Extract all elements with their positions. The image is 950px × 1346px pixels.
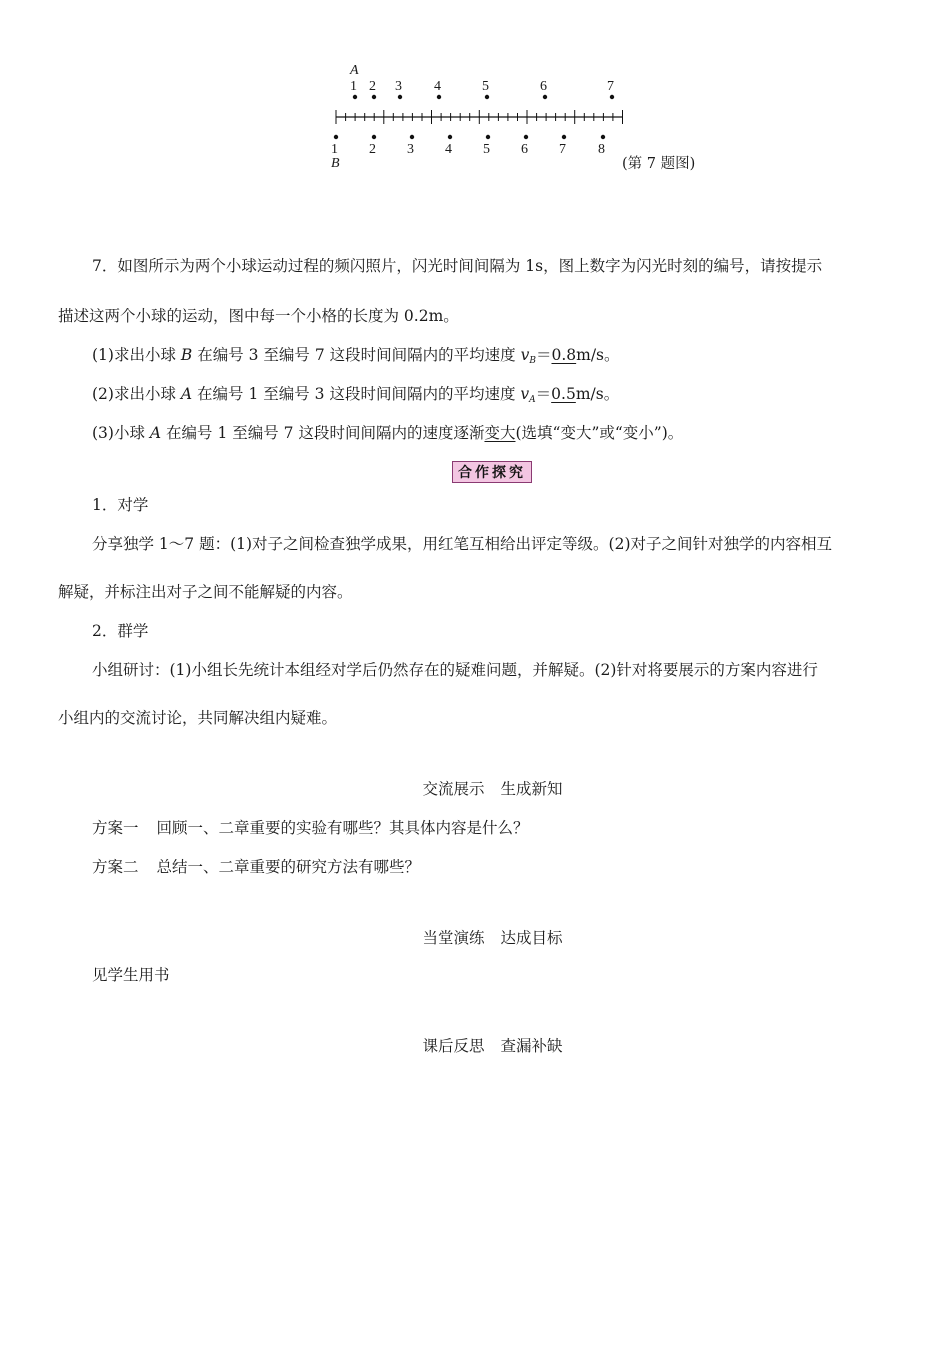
q7-part1-unit: m/s。	[576, 346, 620, 364]
ball-b-label: B	[331, 156, 340, 171]
ball-a-dot-4	[437, 95, 441, 99]
practice-title-a: 当堂演练	[422, 929, 485, 947]
exchange-title-a: 交流展示	[422, 780, 485, 798]
ball-b-number-2: 2	[369, 142, 376, 157]
ball-a-dot-6	[543, 95, 547, 99]
practice-text: 见学生用书	[92, 966, 170, 984]
exchange-title-b: 生成新知	[500, 780, 563, 798]
q7-part2-sub: A	[529, 395, 536, 405]
q7-intro-line1: 7．如图所示为两个小球运动过程的频闪照片，闪光时间间隔为 1s，图上数字为闪光时刻的编号，请按提示	[92, 257, 823, 275]
ball-b-number-7: 7	[559, 142, 566, 157]
motion-figure	[0, 0, 950, 200]
ball-a-label: A	[350, 63, 359, 78]
ball-b-dot-4	[448, 135, 452, 139]
ball-b-dot-5	[486, 135, 490, 139]
q7-part1-text: 在编号 3 至编号 7 这段时间间隔内的平均速度	[192, 346, 521, 364]
practice-title	[0, 926, 950, 948]
ball-b-dots	[334, 135, 605, 139]
ball-a-dot-7	[610, 95, 614, 99]
exchange-title	[0, 777, 950, 799]
ball-b-dot-1	[334, 135, 338, 139]
q7-part1-sub: B	[529, 356, 536, 366]
ball-a-dots	[353, 95, 614, 99]
ball-b-number-3: 3	[407, 142, 414, 157]
ball-b-dot-6	[524, 135, 528, 139]
ball-a-number-2: 2	[369, 79, 376, 94]
q7-part3	[92, 423, 683, 443]
scheme-1	[92, 818, 529, 838]
cooperation-item1-line2: 解疑，并标注出对子之间不能解疑的内容。	[58, 583, 353, 601]
ball-a-dot-5	[485, 95, 489, 99]
q7-part2-answer: 0.5	[551, 385, 576, 403]
scheme-2-label: 方案二	[92, 858, 139, 876]
ball-a-number-5: 5	[482, 79, 489, 94]
ball-a-number-6: 6	[540, 79, 547, 94]
q7-part3-text: 在编号 1 至编号 7 这段时间间隔内的速度逐渐	[161, 424, 485, 442]
scheme-1-text: 回顾一、二章重要的实验有哪些？其具体内容是什么？	[156, 819, 529, 837]
ruler-scale	[336, 110, 623, 124]
q7-part2-prefix: (2)求出小球	[92, 385, 181, 403]
q7-part1-prefix: (1)求出小球	[92, 346, 181, 364]
q7-part3-ball: A	[149, 424, 162, 442]
q7-part2-unit: m/s。	[575, 385, 620, 403]
q7-part3-suffix: (选填“变大”或“变小”)。	[515, 424, 684, 442]
cooperation-item2-line2: 小组内的交流讨论，共同解决组内疑难。	[58, 709, 338, 727]
ball-b-dot-2	[372, 135, 376, 139]
ball-b-dot-8	[601, 135, 605, 139]
reflection-title-a: 课后反思	[422, 1037, 485, 1055]
q7-part2-text: 在编号 1 至编号 3 这段时间间隔内的平均速度	[192, 385, 521, 403]
figure-caption: (第 7 题图)	[622, 156, 696, 172]
ball-a-dot-1	[353, 95, 357, 99]
ball-b-number-1: 1	[331, 142, 338, 157]
q7-part2-ball: A	[180, 385, 193, 403]
practice-title-b: 达成目标	[500, 929, 563, 947]
ball-a-dot-2	[372, 95, 376, 99]
q7-part2-var: v	[520, 385, 530, 403]
q7-part2-eq: ＝	[535, 385, 552, 403]
q7-part1-ball: B	[180, 346, 193, 364]
scheme-1-label: 方案一	[92, 819, 139, 837]
ball-a-number-7: 7	[607, 79, 614, 94]
ball-a-number-3: 3	[395, 79, 402, 94]
ball-a-number-1: 1	[350, 79, 357, 94]
q7-part3-answer: 变大	[484, 424, 516, 442]
reflection-title	[0, 1034, 950, 1056]
cooperation-badge: 合作探究	[452, 461, 532, 483]
q7-part1-eq: ＝	[535, 346, 552, 364]
ball-b-number-4: 4	[445, 142, 452, 157]
reflection-title-b: 查漏补缺	[500, 1037, 563, 1055]
ball-b-dot-7	[562, 135, 566, 139]
q7-part1-answer: 0.8	[551, 346, 577, 364]
q7-part1	[92, 345, 620, 371]
ball-a-dot-3	[398, 95, 402, 99]
scheme-2	[92, 857, 420, 877]
cooperation-item2-line1: 小组研讨：(1)小组长先统计本组经对学后仍然存在的疑难问题，并解疑。(2)针对将要展示的方案内容进行	[92, 661, 818, 679]
q7-intro-line2: 描述这两个小球的运动，图中每一个小格的长度为 0.2m。	[58, 307, 459, 325]
ball-b-dot-3	[410, 135, 414, 139]
ball-a-number-4: 4	[434, 79, 441, 94]
q7-part3-prefix: (3)小球	[92, 424, 150, 442]
cooperation-item1-title: 1．对学	[92, 496, 149, 514]
ball-b-number-5: 5	[483, 142, 490, 157]
ball-b-number-8: 8	[598, 142, 605, 157]
q7-part2	[92, 384, 619, 410]
cooperation-item2-title: 2．群学	[92, 622, 149, 640]
cooperation-item1-line1: 分享独学 1～7 题：(1)对子之间检查独学成果，用红笔互相给出评定等级。(2)对子之间针对独学的内容相互	[92, 535, 832, 553]
ball-b-number-6: 6	[521, 142, 528, 157]
q7-part1-var: v	[520, 346, 530, 364]
scheme-2-text: 总结一、二章重要的研究方法有哪些？	[156, 858, 421, 876]
